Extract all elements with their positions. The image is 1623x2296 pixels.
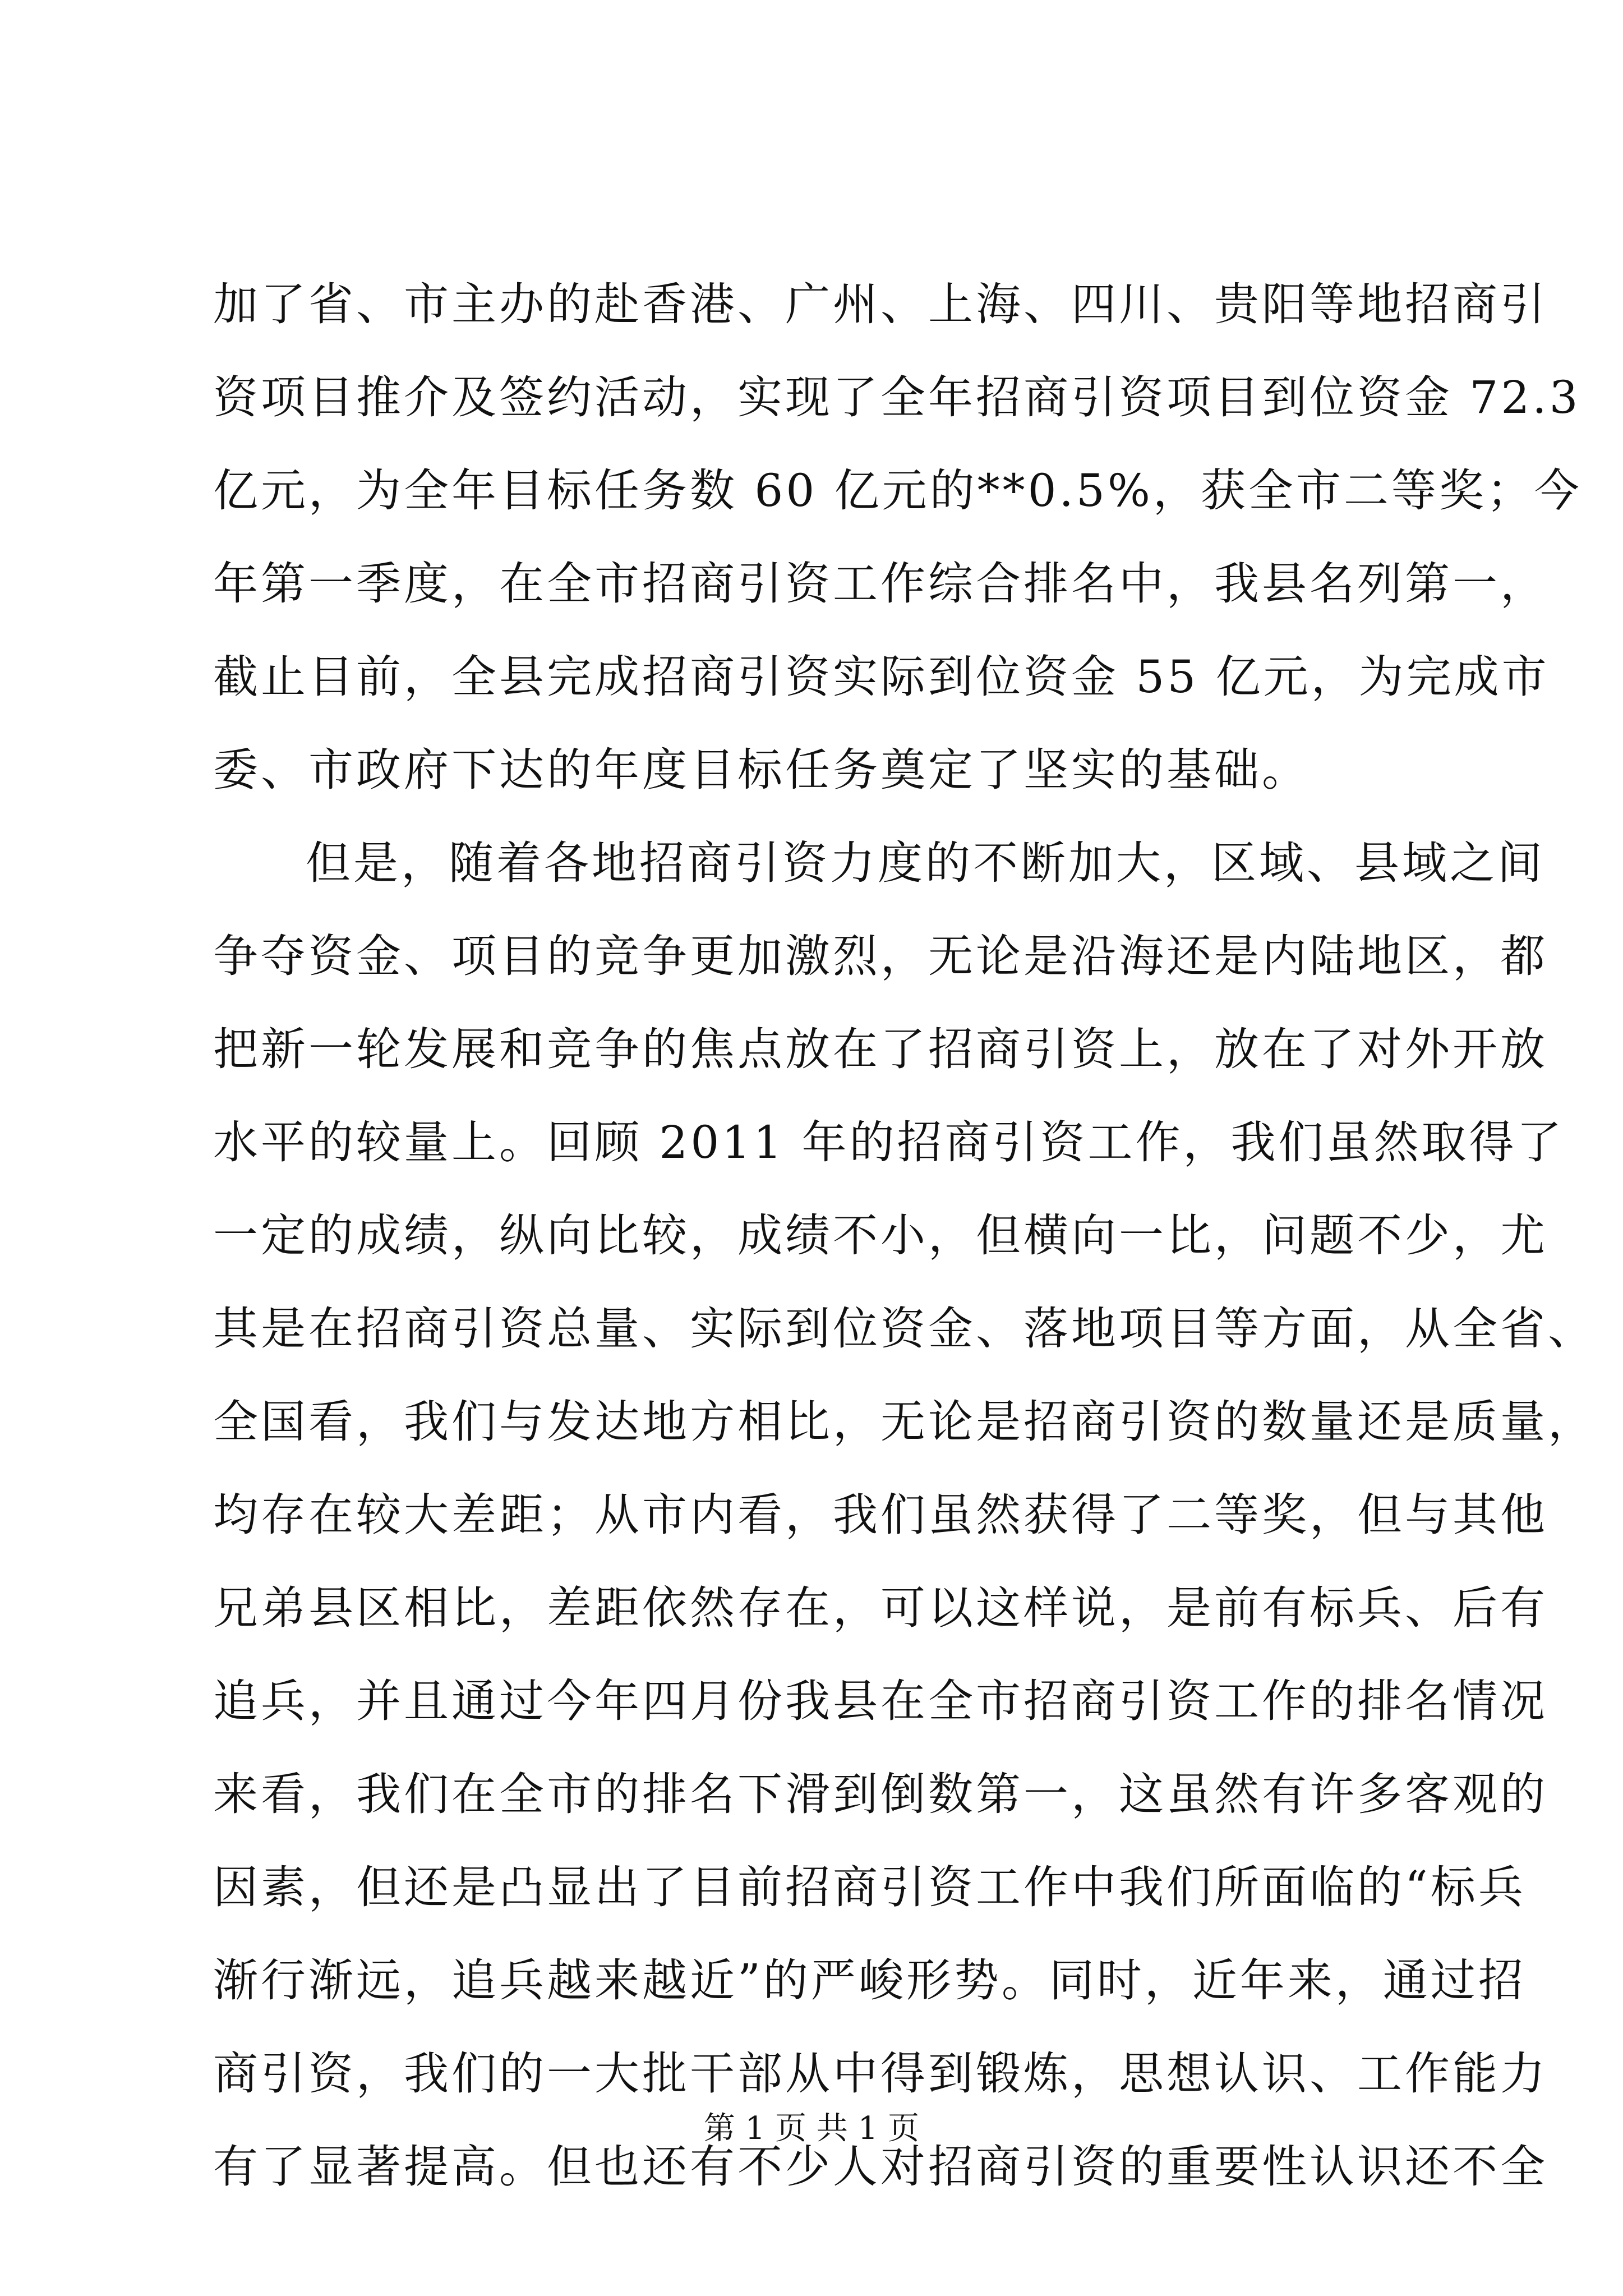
text-line: 兄弟县区相比，差距依然存在，可以这样说，是前有标兵、后有 (213, 1582, 1548, 1634)
text-line: 把新一轮发展和竞争的焦点放在了招商引资上，放在了对外开放 (213, 1023, 1548, 1075)
text-line: 有了显著提高。但也还有不少人对招商引资的重要性认识还不全 (213, 2141, 1548, 2193)
text-line: 追兵，并且通过今年四月份我县在全市招商引资工作的排名情况 (213, 1675, 1548, 1727)
text-line: 争夺资金、项目的竞争更加激烈，无论是沿海还是内陆地区，都 (213, 930, 1548, 982)
text-line: 均存在较大差距；从市内看，我们虽然获得了二等奖，但与其他 (213, 1489, 1548, 1541)
text-line: 资项目推介及签约活动，实现了全年招商引资项目到位资金 72.3 (213, 371, 1581, 424)
text-line: 全国看，我们与发达地方相比，无论是招商引资的数量还是质量， (213, 1396, 1596, 1448)
text-line: 加了省、市主办的赴香港、广州、上海、四川、贵阳等地招商引 (213, 278, 1548, 330)
paragraph-first-line: 但是，随着各地招商引资力度的不断加大，区域、县域之间 (306, 837, 1545, 889)
text-line: 截止目前，全县完成招商引资实际到位资金 55 亿元，为完成市 (213, 651, 1550, 703)
text-line: 渐行渐远，追兵越来越近”的严峻形势。同时，近年来，通过招 (213, 1954, 1526, 2007)
text-line: 因素，但还是凸显出了目前招商引资工作中我们所面临的“标兵 (213, 1861, 1526, 1913)
text-line: 亿元，为全年目标任务数 60 亿元的**0.5%，获全市二等奖；今 (213, 464, 1582, 517)
text-line: 其是在招商引资总量、实际到位资金、落地项目等方面，从全省、 (213, 1303, 1596, 1355)
text-line: 水平的较量上。回顾 2011 年的招商引资工作，我们虽然取得了 (213, 1116, 1565, 1168)
text-line: 来看，我们在全市的排名下滑到倒数第一，这虽然有许多客观的 (213, 1768, 1548, 1820)
text-line: 一定的成绩，纵向比较，成绩不小，但横向一比，问题不少，尤 (213, 1209, 1548, 1262)
body-text (213, 258, 1596, 2214)
text-line: 年第一季度，在全市招商引资工作综合排名中，我县名列第一， (213, 558, 1548, 610)
text-line: 委、市政府下达的年度目标任务奠定了坚实的基础。 (213, 744, 1310, 796)
page-number-footer: 第 1 页 共 1 页 (703, 2110, 920, 2147)
text-line: 商引资，我们的一大批干部从中得到锻炼，思想认识、工作能力 (213, 2047, 1548, 2100)
